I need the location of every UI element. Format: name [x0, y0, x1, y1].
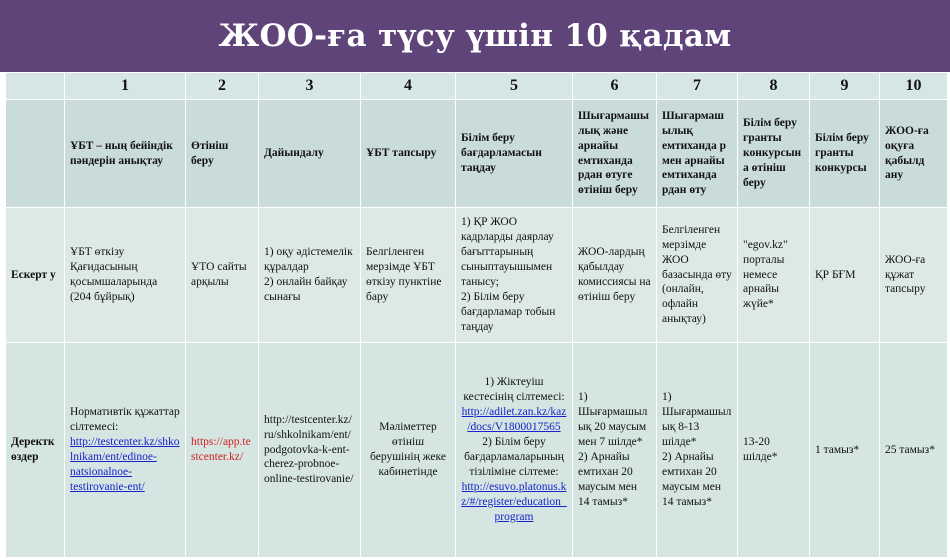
- data-cell-3: [259, 343, 361, 558]
- page-title: ЖОО-ға түсу үшін 10 қадам: [218, 18, 732, 54]
- step-number: 1: [65, 73, 186, 100]
- step-title: ЖОО-ға оқуға қабылд ану: [880, 100, 948, 208]
- note-cell: ЖОО-лардың қабылдау комиссиясы на өтініш беру: [573, 208, 657, 343]
- step-number: 9: [810, 73, 880, 100]
- row-label-data: Деректк өздер: [6, 343, 65, 558]
- note-cell: ЖОО-ға құжат тапсыру: [880, 208, 948, 343]
- step-number: 8: [738, 73, 810, 100]
- step-title: Өтініш беру: [186, 100, 259, 208]
- data-text: Мәліметтер өтініш берушінің жеке кабинетінде: [370, 421, 446, 478]
- data-row: [6, 343, 948, 558]
- data-cell-7: 1) Шығармашылық 8-13 шілде* 2) Арнайы емтихан 20 маусым мен 14 тамыз*: [657, 343, 738, 558]
- app-testcenter-link[interactable]: https://app.testcenter.kz/: [191, 436, 251, 463]
- step-title: Шығармашылық және арнайы емтиханда рдан өтуге өтініш беру: [573, 100, 657, 208]
- data-cell-9: 1 тамыз*: [810, 343, 880, 558]
- row-label-note: Ескерт у: [6, 208, 65, 343]
- step-title: Дайындалу: [259, 100, 361, 208]
- data-cell-2: [186, 343, 259, 558]
- step-number-row: [6, 73, 948, 100]
- step-title: Білім беру гранты конкурсына өтініш беру: [738, 100, 810, 208]
- note-cell: Белгіленген мерзімде ҰБТ өткізу пунктіне бару: [361, 208, 456, 343]
- testcenter-ent-link[interactable]: http://testcenter.kz/shkolnikam/ent/edinoe-natsionalnoe-testirovanie-ent/: [70, 436, 180, 493]
- data-cell-5: [456, 343, 573, 558]
- data-cell-1: [65, 343, 186, 558]
- step-title: Шығармашылық емтиханда р мен арнайы емтиханда рдан өту: [657, 100, 738, 208]
- probnoe-testirovanie-url: http://testcenter.kz/ru/shkolnikam/ent/podgotovka-k-ent-cherez-probnoe-online-testirovanie/: [264, 413, 354, 486]
- note-cell: ҚР БҒМ: [810, 208, 880, 343]
- data-cell-4: [361, 343, 456, 558]
- note-row: [6, 208, 948, 343]
- step-title: ҰБТ тапсыру: [361, 100, 456, 208]
- step-number: 7: [657, 73, 738, 100]
- step-number: 2: [186, 73, 259, 100]
- empty-header-cell: [6, 100, 65, 208]
- step-title: Білім беру гранты конкурсы: [810, 100, 880, 208]
- corner-cell: [6, 73, 65, 100]
- step-number: 6: [573, 73, 657, 100]
- note-cell: 1) ҚР ЖОО кадрларды даярлау бағыттарының сыныптауышымен танысу; 2) Білім беру бағдарламар тобын таңдау: [456, 208, 573, 343]
- note-cell: "egov.kz" порталы немесе арнайы жүйе*: [738, 208, 810, 343]
- note-cell: Белгіленген мерзімде ЖОО базасында өту (онлайн, офлайн анықтау): [657, 208, 738, 343]
- data-cell-8: 13-20 шілде*: [738, 343, 810, 558]
- esuvo-platonus-link[interactable]: http://esuvo.platonus.kz/#/register/education_program: [461, 480, 567, 523]
- note-cell: 1) оқу әдістемелік құралдар 2) онлайн байқау сынағы: [259, 208, 361, 343]
- step-number: 5: [456, 73, 573, 100]
- data-cell-6: 1) Шығармашылық 20 маусым мен 7 шілде* 2) Арнайы емтихан 20 маусым мен 14 тамыз*: [573, 343, 657, 558]
- step-title: ҰБТ – ның бейіндік пәндерін анықтау: [65, 100, 186, 208]
- note-cell: ҰБТ өткізу Қағидасының қосымшаларында (204 бұйрық): [65, 208, 186, 343]
- data-text: 2) Білім беру бағдарламаларының тізіліміне сілтеме:: [464, 436, 564, 478]
- step-number: 10: [880, 73, 948, 100]
- adilet-link[interactable]: http://adilet.zan.kz/kaz/docs/V1800017565: [461, 406, 567, 434]
- step-title-row: [6, 100, 948, 208]
- step-title: Білім беру бағдарламасын таңдау: [456, 100, 573, 208]
- steps-table: [5, 72, 948, 558]
- data-text: Нормативтік құжаттар сілтемесі:: [70, 406, 180, 434]
- note-cell: ҰТО сайты арқылы: [186, 208, 259, 343]
- data-cell-10: 25 тамыз*: [880, 343, 948, 558]
- title-bar: [0, 0, 950, 72]
- step-number: 3: [259, 73, 361, 100]
- step-number: 4: [361, 73, 456, 100]
- data-text: 1) Жіктеуіш кестесінің сілтемесі:: [463, 376, 565, 404]
